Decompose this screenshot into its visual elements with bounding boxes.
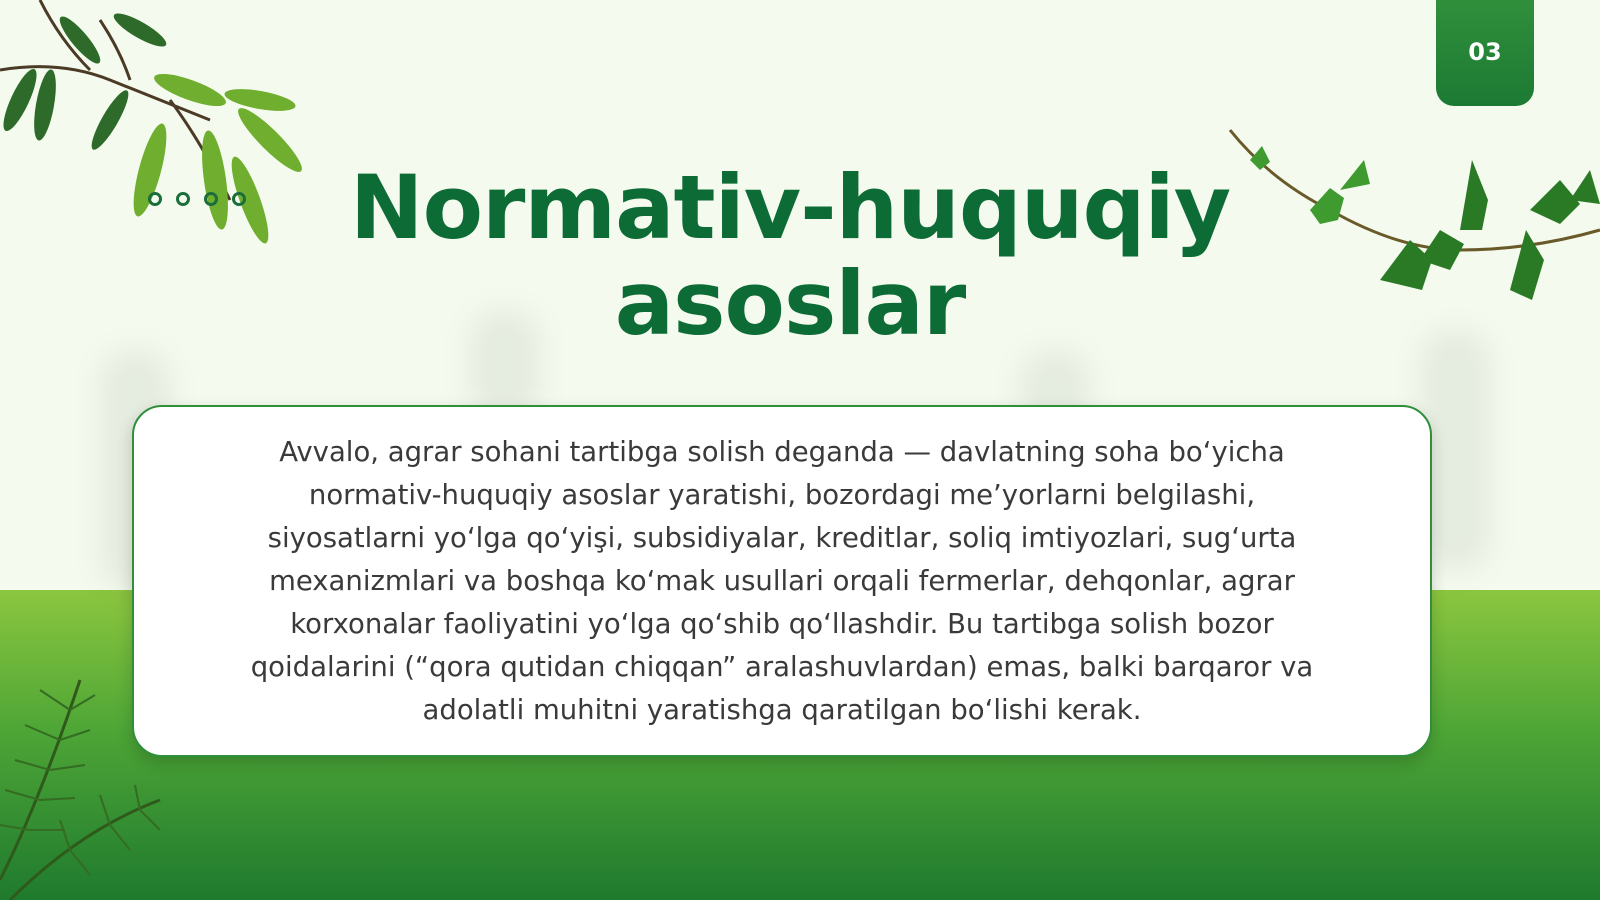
body-text: Avvalo, agrar sohani tartibga solish deganda — davlatning soha bo‘yicha normativ-huquqiy asoslar yaratishi, bozordagi me’yorlarni belgilashi, siyosatlarni yo‘lga qo‘yişi, subsidiyalar, kreditlar, soliq imtiyozlari, sug‘urta mexanizmlari va boshqa ko‘mak usullari orqali fermerlar, dehqonlar, agrar korxonalar faoliyatini yo‘lga qo‘shib qo‘llashdir. Bu tartibga solish bozor qoidalarini (“qora qutidan chiqqan” aralashuvlardan) emas, balki barqaror va adolatli muhitni yaratishga qaratilgan bo‘lishi kerak. [250, 435, 1314, 726]
page-title: Normativ-huquqiy asoslar [349, 156, 1231, 355]
page-number: 03 [1468, 38, 1502, 66]
content-card [132, 405, 1432, 757]
leaf-branch-icon [0, 0, 340, 270]
page-number-tab [1436, 0, 1534, 106]
ivy-vine-icon [1230, 120, 1600, 320]
dots-decoration [148, 192, 246, 206]
